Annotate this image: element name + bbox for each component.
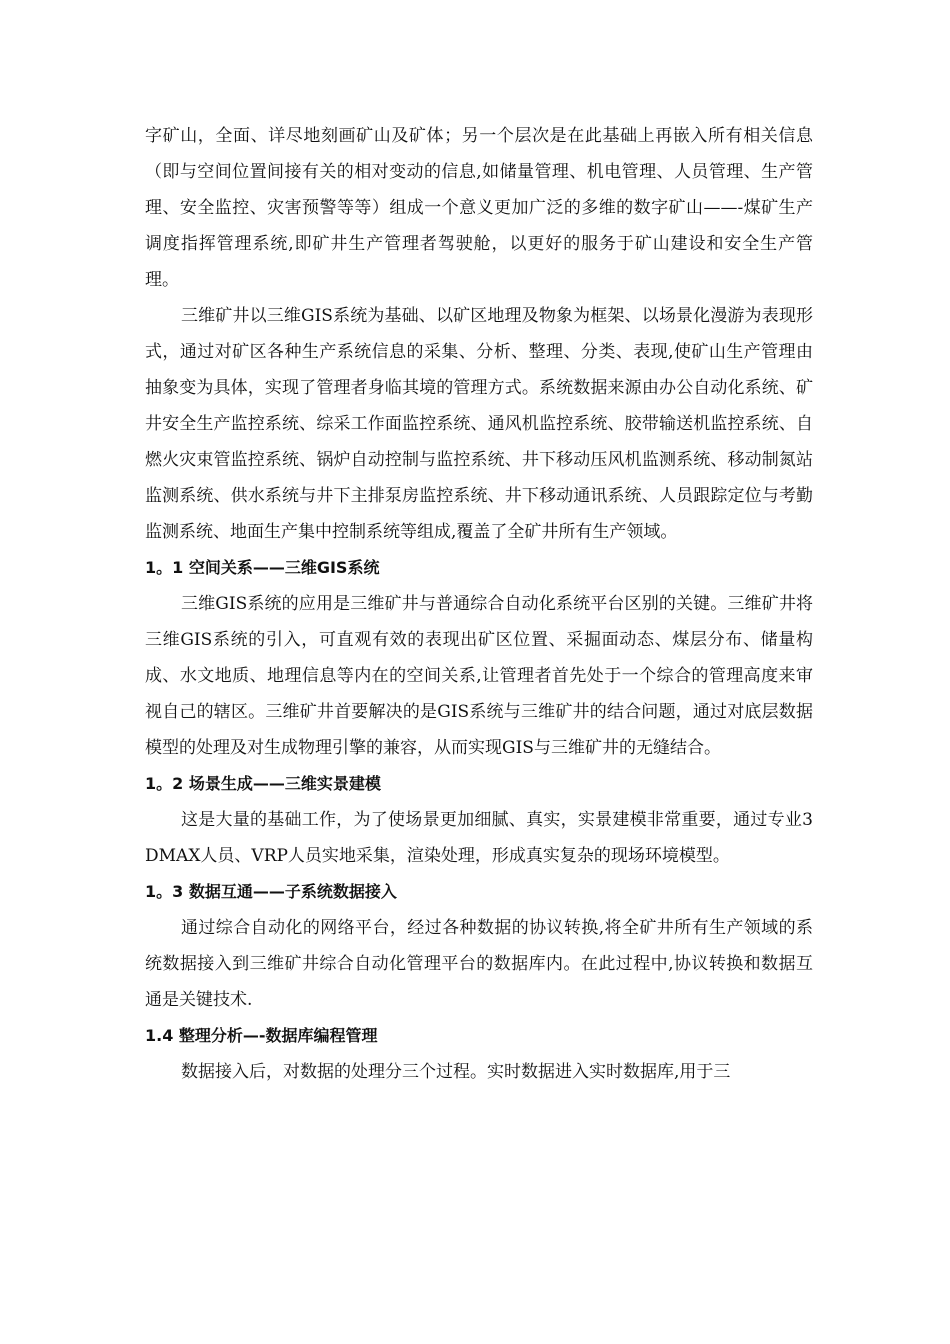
- section-heading-1-3: 1。3 数据互通——子系统数据接入: [145, 882, 397, 901]
- section-body-1-4: 数据接入后，对数据的处理分三个过程。实时数据进入实时数据库,用于三: [181, 1062, 731, 1082]
- section-heading-1-2: 1。2 场景生成——三维实景建模: [145, 774, 381, 793]
- section-body-1-1: 三维GIS系统的应用是三维矿井与普通综合自动化系统平台区别的关键。三维矿井将三维GIS系统的引入，可直观有效的表现出矿区位置、采掘面动态、煤层分布、储量构成、水文地质、地理信息等内在的空间关系,让管理者首先处于一个综合的管理高度来审视自己的辖区。三维矿井首要解决的是GIS系统与三维矿井的结合问题，通过对底层数据模型的处理及对生成物理引擎的兼容，从而实现GIS与三维矿井的无缝结合。: [145, 594, 813, 758]
- section-body-1-3: 通过综合自动化的网络平台，经过各种数据的协议转换,将全矿井所有生产领域的系统数据接入到三维矿井综合自动化管理平台的数据库内。在此过程中,协议转换和数据互通是关键技术.: [145, 918, 813, 1010]
- document-body: [145, 118, 813, 1090]
- paragraph-continuation: 字矿山，全面、详尽地刻画矿山及矿体；另一个层次是在此基础上再嵌入所有相关信息（即与空间位置间接有关的相对变动的信息,如储量管理、机电管理、人员管理、生产管理、安全监控、灾害预警等等）组成一个意义更加广泛的多维的数字矿山——-煤矿生产调度指挥管理系统,即矿井生产管理者驾驶舱，以更好的服务于矿山建设和安全生产管理。: [145, 126, 813, 290]
- section-body-1-2: 这是大量的基础工作，为了使场景更加细腻、真实，实景建模非常重要，通过专业3DMAX人员、VRP人员实地采集，渲染处理，形成真实复杂的现场环境模型。: [145, 810, 813, 866]
- section-heading-1-4: 1.4 整理分析—-数据库编程管理: [145, 1026, 378, 1045]
- paragraph-3d-mine-intro: 三维矿井以三维GIS系统为基础、以矿区地理及物象为框架、以场景化漫游为表现形式，通过对矿区各种生产系统信息的采集、分析、整理、分类、表现,使矿山生产管理由抽象变为具体，实现了管理者身临其境的管理方式。系统数据来源由办公自动化系统、矿井安全生产监控系统、综采工作面监控系统、通风机监控系统、胶带输送机监控系统、自燃火灾束管监控系统、锅炉自动控制与监控系统、井下移动压风机监测系统、移动制氮站监测系统、供水系统与井下主排泵房监控系统、井下移动通讯系统、人员跟踪定位与考勤监测系统、地面生产集中控制系统等组成,覆盖了全矿井所有生产领域。: [145, 306, 813, 542]
- section-heading-1-1: 1。1 空间关系——三维GIS系统: [145, 558, 380, 577]
